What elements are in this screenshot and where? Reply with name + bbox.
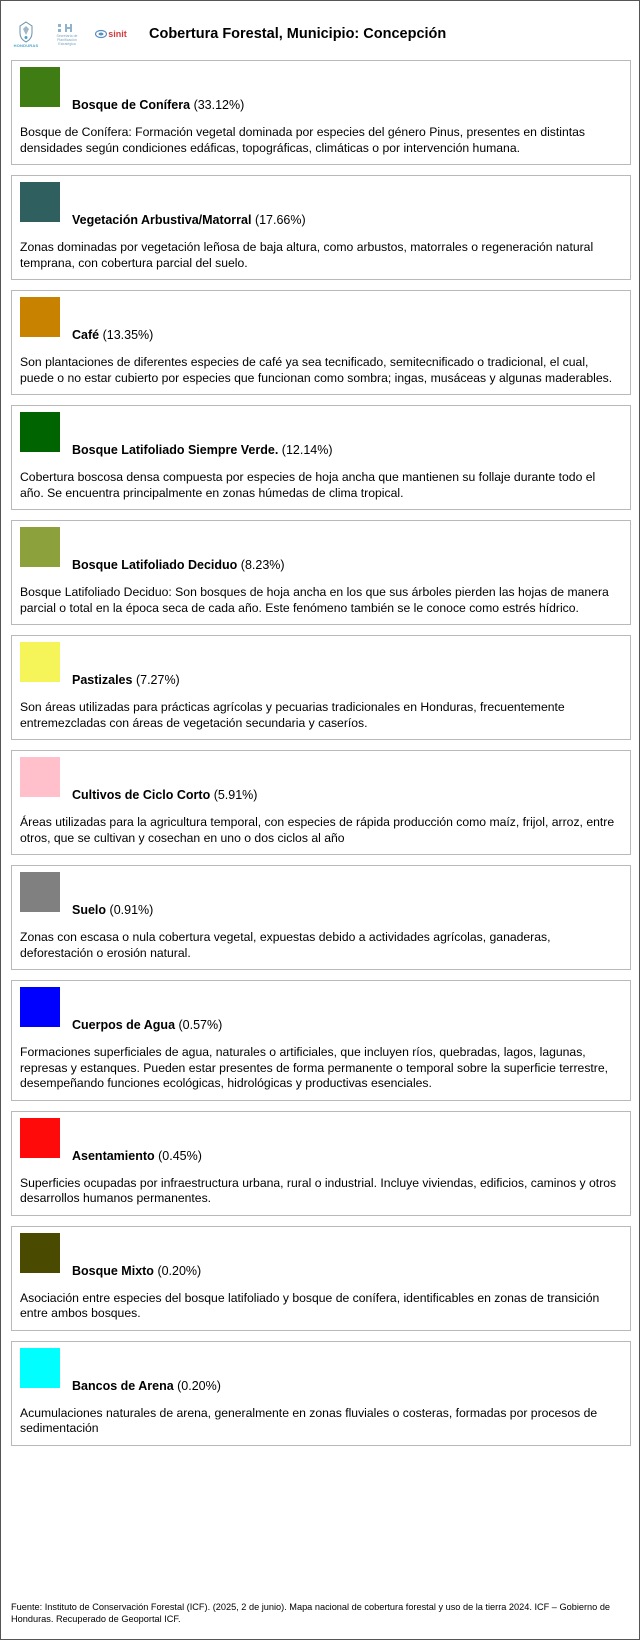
category-description: Son plantaciones de diferentes especies de café ya sea tecnificado, semitecnificado o tradicional, el cual, puede o no estar cubierto por especies que funcionan como sombra; ingas, musáceas y algunas maderables.	[20, 355, 613, 385]
category-percent: (0.20%)	[177, 1378, 221, 1393]
category-title	[72, 787, 257, 803]
color-swatch	[20, 1348, 60, 1388]
logo-group	[11, 21, 131, 48]
category-title	[72, 902, 153, 918]
category-description: Superficies ocupadas por infraestructura urbana, rural o industrial. Incluye viviendas, edificios, caminos y otros desarrollos humanos permanentes.	[20, 1175, 617, 1205]
sinit-logo-text: sinit	[108, 29, 127, 39]
category-title	[72, 442, 333, 458]
category-card	[11, 980, 631, 1101]
sinit-logo	[93, 29, 129, 39]
category-percent: (0.20%)	[157, 1263, 202, 1278]
category-description: Cobertura boscosa densa compuesta por especies de hoja ancha que mantienen su follaje durante todo el año. Se encuentra principalmente en zonas húmedas de clima tropical.	[20, 470, 596, 500]
category-percent: (0.91%)	[109, 903, 154, 917]
category-description: Asociación entre especies del bosque latifoliado y bosque de conífera, identificables en zonas de transición entre ambos bosques.	[20, 1290, 600, 1320]
category-card	[11, 520, 631, 625]
category-description: Zonas con escasa o nula cobertura vegetal, expuestas debido a actividades agrícolas, ganaderas, deforestación o erosión natural.	[20, 930, 551, 960]
category-percent: (5.91%)	[213, 788, 258, 802]
category-percent: (17.66%)	[254, 213, 306, 227]
category-card	[11, 60, 631, 165]
color-swatch	[20, 527, 60, 567]
honduras-emblem-icon	[17, 21, 35, 43]
category-percent: (13.35%)	[102, 328, 154, 342]
category-card	[11, 865, 631, 970]
source-citation: Fuente: Instituto de Conservación Forestal (ICF). (2025, 2 de junio). Mapa nacional de cobertura forestal y uso de la tierra 2024. ICF – Gobierno de Honduras. Recuperado de Geoportal ICF.	[11, 1602, 611, 1624]
category-title	[72, 327, 153, 343]
category-card	[11, 1226, 631, 1331]
category-description: Áreas utilizadas para la agricultura temporal, con especies de rápida producción como maíz, frijol, arroz, entre otros, que se cultivan y cosechan en uno o dos ciclos al año	[20, 815, 615, 845]
category-title	[72, 212, 306, 228]
category-title	[72, 1263, 201, 1279]
color-swatch	[20, 757, 60, 797]
category-name: Bosque de Conífera	[72, 98, 191, 112]
category-list	[11, 60, 631, 1456]
category-name: Bosque Latifoliado Deciduo	[72, 558, 238, 572]
category-title	[72, 1017, 222, 1033]
category-description: Bosque de Conífera: Formación vegetal dominada por especies del género Pinus, presentes en distintas densidades según condiciones edáficas, topográficas, climáticas o por intervención humana.	[20, 125, 586, 155]
category-percent: (0.45%)	[158, 1148, 202, 1163]
category-name: Bancos de Arena	[72, 1378, 174, 1393]
category-card	[11, 750, 631, 855]
color-swatch	[20, 642, 60, 682]
category-card	[11, 635, 631, 740]
color-swatch	[20, 67, 60, 107]
category-description: Bosque Latifoliado Deciduo: Son bosques de hoja ancha en los que sus árboles pierden las hojas de manera parcial o total en la época seca de cada año. Este fenómeno también se le conoce como estrés hídrico.	[20, 585, 609, 615]
honduras-logo	[11, 21, 41, 48]
category-title	[72, 97, 244, 113]
category-percent: (0.57%)	[178, 1018, 223, 1032]
color-swatch	[20, 182, 60, 222]
category-name: Cultivos de Ciclo Corto	[72, 788, 211, 802]
category-card	[11, 290, 631, 395]
category-description: Zonas dominadas por vegetación leñosa de baja altura, como arbustos, matorrales o regeneración natural temprana, con cobertura parcial del suelo.	[20, 240, 594, 270]
category-name: Cuerpos de Agua	[72, 1018, 176, 1032]
category-title	[72, 672, 180, 688]
category-percent: (7.27%)	[135, 673, 180, 687]
category-card	[11, 1111, 631, 1216]
category-description: Son áreas utilizadas para prácticas agrícolas y pecuarias tradicionales en Honduras, frecuentemente entremezcladas con áreas de vegetación secundaria y caseríos.	[20, 700, 565, 730]
color-swatch	[20, 412, 60, 452]
secretaria-mark-icon	[56, 22, 78, 34]
category-title	[72, 1148, 202, 1164]
page-title: Cobertura Forestal, Municipio: Concepción	[149, 26, 447, 42]
header	[11, 15, 631, 53]
category-name: Bosque Latifoliado Siempre Verde.	[72, 443, 279, 457]
secretaria-logo	[51, 22, 83, 46]
sinit-mark-icon	[95, 29, 107, 39]
category-name: Vegetación Arbustiva/Matorral	[72, 213, 252, 227]
category-percent: (12.14%)	[281, 443, 333, 457]
secretaria-logo-line1: Secretaría de	[56, 34, 78, 38]
category-description: Formaciones superficiales de agua, naturales o artificiales, que incluyen ríos, quebradas, lagos, lagunas, represas y estanques. Pueden estar presentes de forma permanente o temporal sobre la superficie terrestre, desempeñando funciones ecológicas, hidrológicas y productivas esenciales.	[20, 1045, 609, 1090]
category-card	[11, 175, 631, 280]
category-name: Café	[72, 328, 100, 342]
category-description: Acumulaciones naturales de arena, generalmente en zonas fluviales o costeras, formadas por procesos de sedimentación	[20, 1405, 598, 1435]
category-card	[11, 1341, 631, 1446]
category-title	[72, 557, 285, 573]
honduras-logo-text: HONDURAS	[13, 42, 39, 48]
color-swatch	[20, 1118, 60, 1158]
category-name: Pastizales	[72, 673, 133, 687]
secretaria-logo-line3: Estratégica	[58, 42, 76, 46]
color-swatch	[20, 1233, 60, 1273]
color-swatch	[20, 872, 60, 912]
category-percent: (8.23%)	[240, 558, 285, 572]
category-name: Bosque Mixto	[72, 1263, 154, 1278]
category-card	[11, 405, 631, 510]
category-name: Asentamiento	[72, 1148, 155, 1163]
color-swatch	[20, 987, 60, 1027]
color-swatch	[20, 297, 60, 337]
secretaria-logo-line2: Planificación	[57, 38, 77, 42]
category-percent: (33.12%)	[193, 98, 245, 112]
category-title	[72, 1378, 221, 1394]
category-name: Suelo	[72, 903, 107, 917]
